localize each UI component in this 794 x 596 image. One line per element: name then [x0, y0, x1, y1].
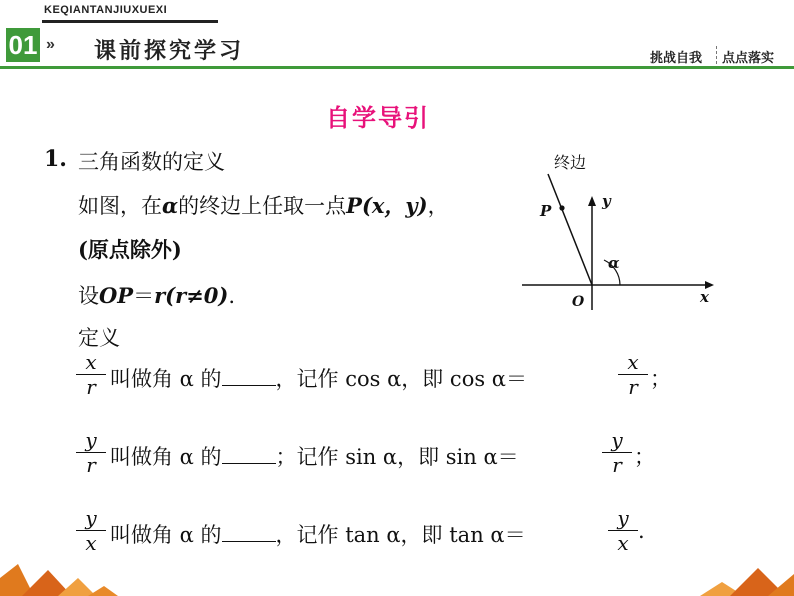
tag-challenge: 挑战自我: [650, 51, 703, 66]
fraction-denominator: r: [612, 453, 622, 477]
alpha-label: α: [608, 254, 620, 272]
header-top-rule: [42, 20, 218, 23]
y-axis-label: y: [602, 192, 611, 210]
text-segment: .: [228, 284, 235, 308]
definition-cos: [110, 363, 527, 393]
fraction-y-over-x: [76, 507, 106, 554]
x-axis-label: x: [700, 288, 709, 306]
item-number: 1.: [44, 146, 67, 172]
fraction-denominator: r: [86, 453, 96, 477]
y-axis-arrow-icon: [588, 196, 596, 206]
definition-sin: [110, 441, 519, 471]
text-segment: ，记作 cos α，即 cos α＝: [275, 367, 527, 391]
footer-decoration: [0, 556, 794, 596]
origin-label: O: [572, 294, 585, 310]
line-set-op: [78, 280, 235, 310]
text-segment: ，记作 tan α，即 tan α＝: [275, 523, 526, 547]
fill-blank-cos[interactable]: [222, 367, 276, 386]
tag-separator: [716, 46, 718, 64]
text-segment: 的终边上任取一点: [178, 194, 347, 218]
tag-practice: 点点落实: [722, 51, 775, 66]
fraction-numerator: y: [85, 506, 97, 530]
r-condition: r(r≠0): [154, 283, 229, 308]
text-segment: ；记作 sin α，即 sin α＝: [275, 445, 519, 469]
fraction-y-over-r-result: [602, 429, 632, 476]
fraction-denominator: x: [617, 531, 629, 555]
alpha-symbol: α: [162, 193, 179, 218]
footer-triangle: [58, 578, 96, 596]
text-segment: ，: [427, 194, 449, 218]
line-end-punct: ；: [634, 445, 655, 469]
terminal-side: [548, 174, 592, 285]
slide-header: [0, 0, 794, 70]
header-pinyin: KEQIANTANJIUXUEXI: [44, 4, 168, 16]
fraction-numerator: y: [85, 428, 97, 452]
fraction-denominator: r: [86, 375, 96, 399]
fraction-numerator: y: [611, 428, 623, 452]
section-number-badge: 01: [6, 28, 40, 62]
text-segment: 设: [78, 284, 99, 308]
text-segment: 叫做角 α 的: [110, 445, 222, 469]
fraction-y-over-r: [76, 429, 106, 476]
definition-tan: [110, 519, 526, 549]
point-p-coords: P(x，y): [346, 193, 428, 218]
text-segment: 如图，在: [78, 194, 162, 218]
section-title: 课前探究学习: [94, 39, 245, 64]
fraction-x-over-r-result: [618, 351, 648, 398]
fraction-numerator: y: [617, 506, 629, 530]
line-definition-intro: [78, 190, 449, 220]
terminal-label: 终边: [554, 153, 587, 172]
text-segment: 叫做角 α 的: [110, 367, 222, 391]
line-origin-excluded: (原点除外): [78, 237, 182, 262]
footer-triangle: [88, 586, 118, 596]
double-chevron-icon: »: [46, 36, 55, 53]
line-define: 定义: [78, 326, 120, 350]
line-end-punct: ；: [650, 367, 671, 391]
unit-angle-diagram: [510, 150, 730, 320]
fraction-numerator: x: [85, 350, 97, 374]
header-green-rule: [0, 66, 794, 69]
text-segment: 叫做角 α 的: [110, 523, 222, 547]
op-symbol: OP: [99, 283, 134, 308]
fraction-numerator: x: [627, 350, 639, 374]
fraction-denominator: r: [628, 375, 638, 399]
point-p: [559, 205, 564, 210]
item-heading: 三角函数的定义: [78, 150, 225, 174]
page-title: 自学导引: [326, 104, 430, 132]
p-label: P: [540, 202, 552, 220]
fill-blank-tan[interactable]: [222, 523, 276, 542]
fill-blank-sin[interactable]: [222, 445, 276, 464]
text-segment: ＝: [133, 284, 155, 308]
fraction-denominator: x: [85, 531, 97, 555]
fraction-x-over-r: [76, 351, 106, 398]
line-end-punct: .: [638, 519, 645, 543]
fraction-y-over-x-result: [608, 507, 638, 554]
